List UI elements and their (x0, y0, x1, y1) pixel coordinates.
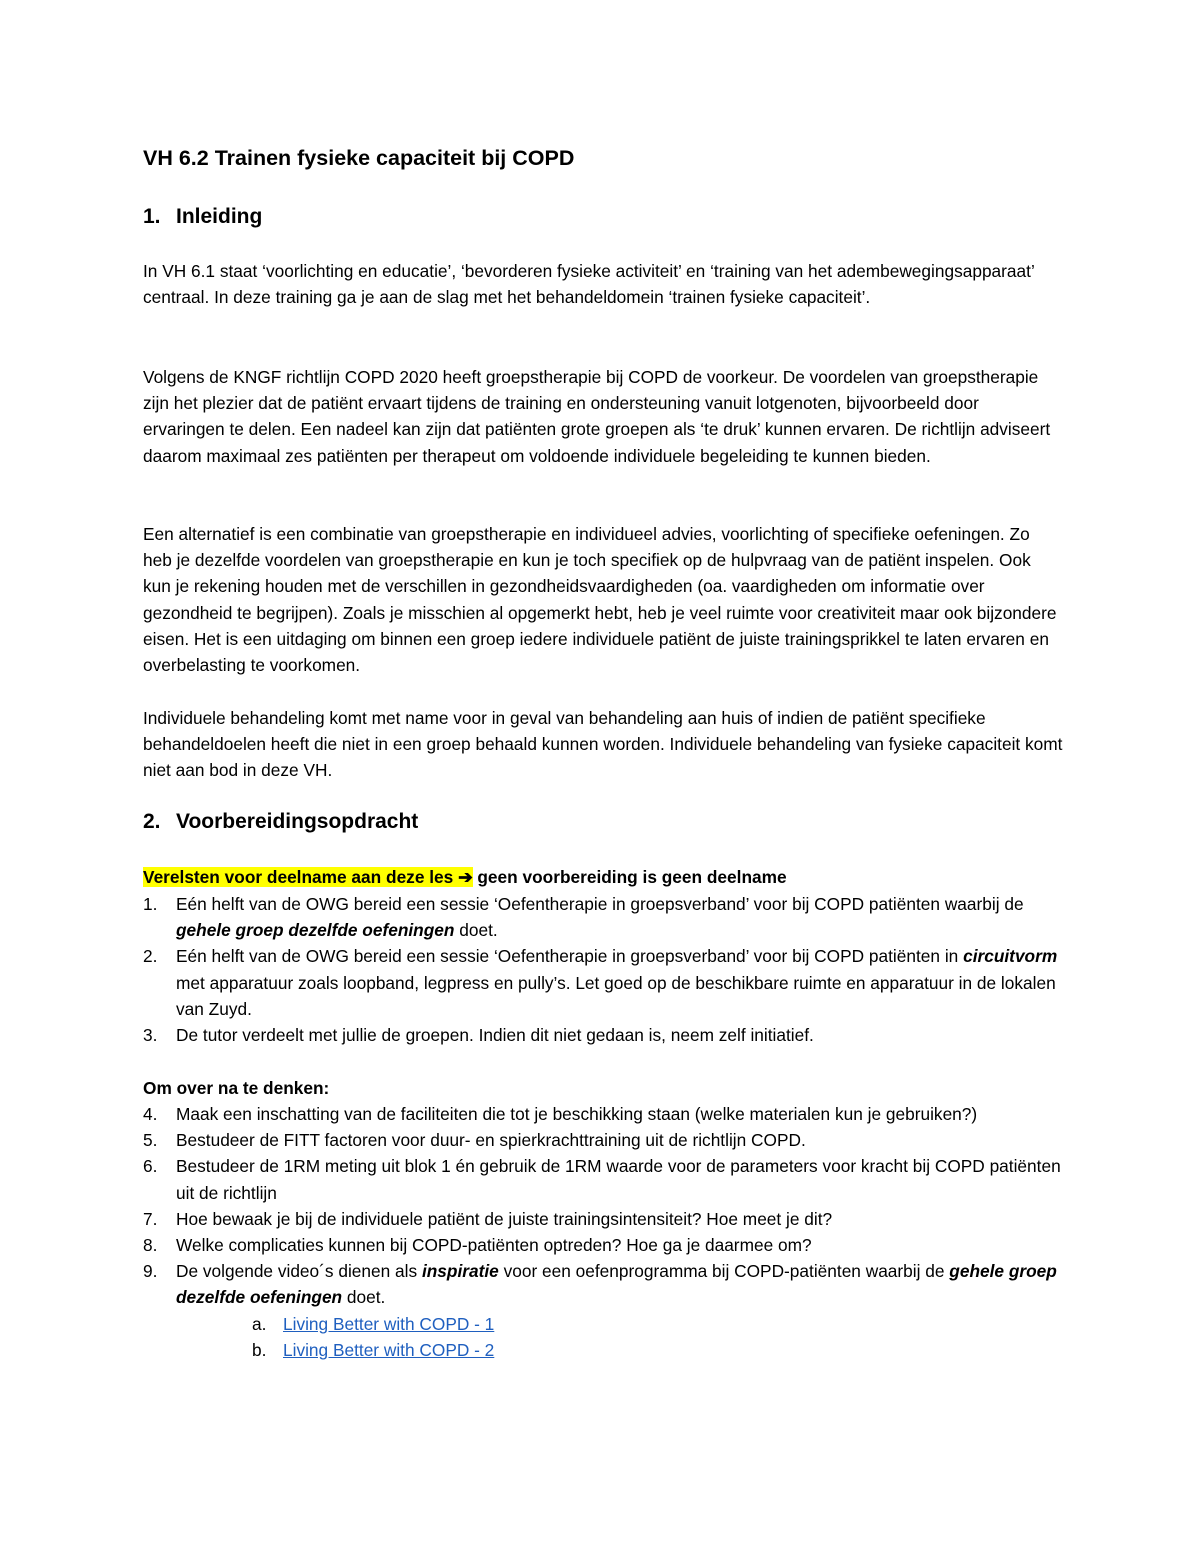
list-text: doet. (454, 920, 498, 941)
list-number: 1. (143, 894, 158, 914)
list-number: 7. (143, 1208, 158, 1229)
list-number: 8. (143, 1235, 158, 1256)
section-title: Inleiding (176, 205, 263, 228)
document-title: VH 6.2 Trainen fysieke capaciteit bij COPD (143, 146, 575, 170)
list-emphasis: inspiratie (421, 1261, 499, 1282)
list-text: Eén helft van de OWG bereid een sessie ‘Oefentherapie in groepsverband’ voor bij COPD patiënten waarbij de (176, 894, 1024, 914)
video-link-item (176, 1311, 1063, 1337)
requirements-highlight-text: Verelsten voor deelname aan deze les (143, 867, 454, 887)
assignment-list (143, 891, 1063, 1048)
paragraph-intro: In VH 6.1 staat ‘voorlichting en educatie’, ‘bevorderen fysieke activiteit’ en ‘training van het adembewegingsapparaat’ centraal. In deze training ga je aan de slag met het behandeldomein ‘trainen fysieke capaciteit’. (143, 261, 1035, 308)
section-heading-inleiding (143, 205, 262, 229)
list-item (143, 1153, 1063, 1205)
list-number: 6. (143, 1156, 158, 1177)
list-text: Hoe bewaak je bij de individuele patiënt de juiste trainingsintensiteit? Hoe meet je dit? (176, 1208, 833, 1229)
requirements-line (143, 864, 1063, 890)
requirements-highlight (143, 867, 473, 887)
list-number: 9. (143, 1261, 158, 1282)
section-number: 1. (143, 205, 161, 228)
list-text: voor een oefenprogramma bij COPD-patiënten waarbij de (498, 1261, 950, 1282)
list-emphasis: circuitvorm (963, 946, 1058, 967)
video-link-list (176, 1311, 1063, 1363)
list-item (143, 1232, 1063, 1258)
list-item (143, 891, 1063, 943)
video-link-2[interactable]: Living Better with COPD - 2 (283, 1339, 495, 1360)
paragraph-groepstherapie: Volgens de KNGF richtlijn COPD 2020 heeft groepstherapie bij COPD de voorkeur. De voordelen van groepstherapie zijn het plezier dat de patiënt ervaart tijdens de training en ondersteuning vanuit lotgenoten, bijvoorbeeld door ervaringen te delen. Een nadeel kan zijn dat patiënten grote groepen als ‘te druk’ kunnen ervaren. De richtlijn adviseert daarom maximaal zes patiënten per therapeut om voldoende individuele begeleiding te kunnen bieden. (143, 367, 1051, 466)
list-text: met apparatuur zoals loopband, legpress en pully’s. Let goed op de beschikbare ruimte en apparatuur in de lokalen van Zuyd. (176, 972, 1056, 1019)
section-title: Voorbereidingsopdracht (176, 810, 419, 833)
list-emphasis: gehele groep dezelfde oefeningen (176, 920, 455, 941)
list-text: Welke complicaties kunnen bij COPD-patiënten optreden? Hoe ga je daarmee om? (176, 1235, 812, 1256)
section-heading-voorbereiding (143, 810, 418, 834)
list-number: 2. (143, 946, 158, 967)
video-link-item (176, 1337, 1063, 1363)
list-text: Bestudeer de 1RM meting uit blok 1 én gebruik de 1RM waarde voor de parameters voor kracht bij COPD patiënten uit de richtlijn (176, 1156, 1061, 1203)
list-text: Eén helft van de OWG bereid een sessie ‘Oefentherapie in groepsverband’ voor bij COPD patiënten in (176, 946, 964, 967)
list-number: 4. (143, 1104, 158, 1124)
list-text: De tutor verdeelt met jullie de groepen. Indien dit niet gedaan is, neem zelf initiatief. (176, 1025, 814, 1046)
think-heading: Om over na te denken: (143, 1078, 330, 1098)
list-item (143, 943, 1063, 1022)
video-link-1[interactable]: Living Better with COPD - 1 (283, 1313, 495, 1334)
think-list (143, 1101, 1063, 1363)
list-letter: a. (252, 1313, 267, 1334)
list-text: Bestudeer de FITT factoren voor duur- en spierkrachttraining uit de richtlijn COPD. (176, 1130, 806, 1151)
paragraph-alternatief: Een alternatief is een combinatie van groepstherapie en individueel advies, voorlichting of specifieke oefeningen. Zo heb je dezelfde voordelen van groepstherapie en kun je toch specifiek op de hulpvraag van de patiënt inspelen. Ook kun je rekening houden met de verschillen in gezondheidsvaardigheden (oa. vaardigheden om informatie over gezondheid te begrijpen). Zoals je misschien al opgemerkt hebt, heb je veel ruimte voor creativiteit maar ook bijzondere eisen. Het is een uitdaging om binnen een groep iedere individuele patiënt de juiste trainingsprikkel te laten ervaren en overbelasting te voorkomen. (143, 524, 1057, 676)
list-letter: b. (252, 1339, 267, 1360)
list-item (143, 1258, 1063, 1363)
list-number: 5. (143, 1130, 158, 1151)
list-item (143, 1206, 1063, 1232)
list-item (143, 1101, 1063, 1127)
list-emphasis: gehele groep dezelfde oefeningen (176, 1261, 1057, 1308)
paragraph-individueel: Individuele behandeling komt met name voor in geval van behandeling aan huis of indien de patiënt specifieke behandeldoelen heeft die niet in een groep behaald kunnen worden. Individuele behandeling van fysieke capaciteit komt niet aan bod in deze VH. (143, 708, 1063, 781)
arrow-icon: ➔ (458, 867, 473, 887)
section-number: 2. (143, 810, 161, 833)
list-text: Maak een inschatting van de faciliteiten die tot je beschikking staan (welke materialen kun je gebruiken?) (176, 1104, 978, 1124)
list-text: De volgende video´s dienen als (176, 1261, 422, 1282)
list-item (143, 1022, 1063, 1048)
requirements-rest: geen voorbereiding is geen deelname (472, 867, 787, 887)
list-number: 3. (143, 1025, 158, 1046)
list-item (143, 1127, 1063, 1153)
list-text: doet. (342, 1287, 386, 1308)
